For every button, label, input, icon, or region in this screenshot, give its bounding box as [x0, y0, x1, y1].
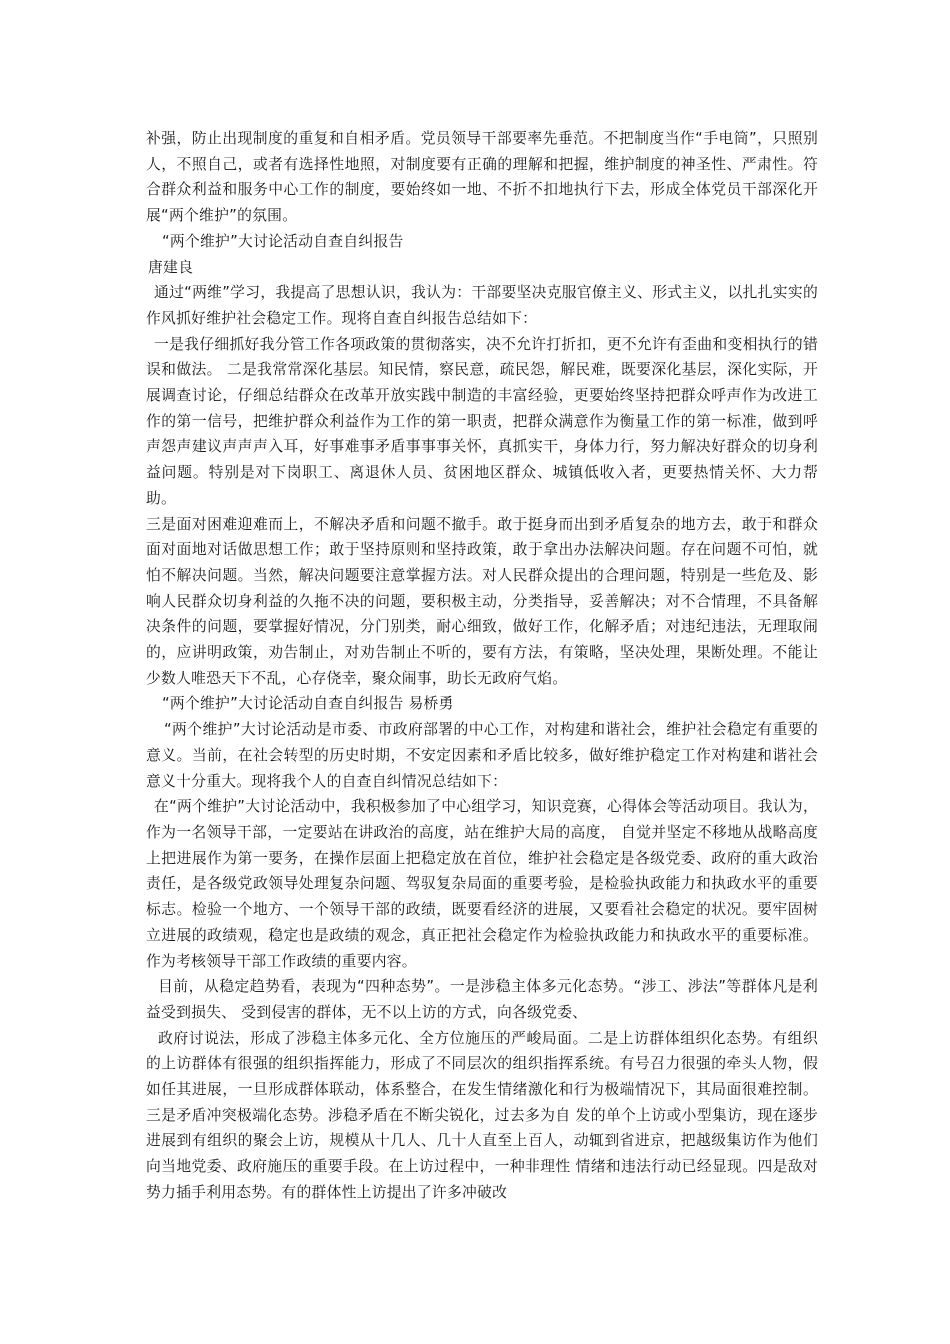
- paragraph-continuation: 补强，防止出现制度的重复和自相矛盾。党员领导干部要率先垂范。不把制度当作“手电筒”，只照别人，不照自己，或者有选择性地照，对制度要有正确的理解和把握，维护制度的神圣性、严肃性。符合群众利益和服务中心工作的制度，要始终如一地、不折不扣地执行下去，形成全体党员干部深化开展“两个维护”的氛围。: [146, 130, 818, 225]
- document-body: [146, 126, 818, 1206]
- paragraph-intro-1: 通过“两维”学习，我提高了思想认识，我认为：干部要坚决克服官僚主义、形式主义，以扎扎实实的作风抓好维护社会稳定工作。现将自查自纠报告总结如下：: [146, 284, 818, 327]
- paragraph-points-1-2: 一是我仔细抓好我分管工作各项政策的贯彻落实，决不允许打折扣，更不允许有歪曲和变相执行的错误和做法。 二是我常常深化基层。知民情，察民意，疏民怨，解民难，既要深化基层，深化实际，开展调查讨论，仔细总结群众在改革开放实践中制造的丰富经验，更要始终坚持把群众呼声作为改进工作的第一信号，把维护群众利益作为工作的第一职责，把群众满意作为衡量工作的第一标准，做到呼声怨声建议声声声入耳，好事难事矛盾事事事关怀，真抓实干，身体力行，努力解决好群众的切身利益问题。特别是对下岗职工、离退休人员、贫困地区群众、城镇低收入者，更要热情关怀、大力帮助。: [146, 335, 818, 507]
- report-title-1: “两个维护”大讨论活动自查自纠报告: [162, 232, 404, 250]
- paragraph-participation: 在“两个维护”大讨论活动中，我积极参加了中心组学习，知识竞赛，心得体会等活动项目。我认为，作为一名领导干部，一定要站在讲政治的高度，站在维护大局的高度， 自觉并坚定不移地从战略高度上把进展作为第一要务，在操作层面上把稳定放在首位，维护社会稳定是各级党委、政府的重大政治责任，是各级党政领导处理复杂问题、驾驭复杂局面的重要考验，是检验执政能力和执政水平的重要标志。检验一个地方、一个领导干部的政绩，既要看经济的进展，又要看社会稳定的状况。要牢固树立进展的政绩观，稳定也是政绩的观念，真正把社会稳定作为检验执政能力和执政水平的重要标准。作为考核领导干部工作政绩的重要内容。: [146, 798, 818, 970]
- paragraph-trends: 目前，从稳定趋势看，表现为“四种态势”。一是涉稳主体多元化态势。“涉工、涉法”等群体凡是利益受到损失、 受到侵害的群体，无不以上访的方式，向各级党委、: [146, 978, 818, 1021]
- paragraph-trends-continued: 政府讨说法，形成了涉稳主体多元化、全方位施压的严峻局面。二是上访群体组织化态势。有组织的上访群体有很强的组织指挥能力，形成了不同层次的组织指挥系统。有号召力很强的牵头人物，假如任其进展，一旦形成群体联动，体系整合，在发生情绪激化和行为极端情况下，其局面很难控制。三是矛盾冲突极端化态势。涉稳矛盾在不断尖锐化，过去多为自 发的单个上访或小型集访，现在逐步进展到有组织的聚会上访，规模从十几人、几十人直至上百人，动辄到省进京，把越级集访作为他们向当地党委、政府施压的重要手段。在上访过程中，一种非理性 情绪和违法行动已经显现。四是敌对势力插手利用态势。有的群体性上访提出了许多冲破改: [146, 1029, 818, 1201]
- paragraph-intro-2: “两个维护”大讨论活动是市委、市政府部署的中心工作，对构建和谐社会，维护社会稳定有重要的意义。当前，在社会转型的历史时期，不安定因素和矛盾比较多，做好维护稳定工作对构建和谐社会意义十分重大。现将我个人的自查自纠情况总结如下：: [146, 721, 818, 790]
- paragraph-point-3: 三是面对困难迎难而上，不解决矛盾和问题不撤手。敢于挺身而出到矛盾复杂的地方去，敢于和群众面对面地对话做思想工作；敢于坚持原则和坚持政策，敢于拿出办法解决问题。存在问题不可怕，就怕不解决问题。当然，解决问题要注意掌握方法。对人民群众提出的合理问题，特别是一些危及、影响人民群众切身利益的久拖不决的问题，要积极主动，分类指导，妥善解决；对不合情理，不具备解决条件的问题，要掌握好情况，分门别类，耐心细致，做好工作，化解矛盾；对违纪违法，无理取闹的，应讲明政策，劝告制止，对劝告制止不听的，要有方法，有策略，坚决处理，果断处理。不能让少数人唯恐天下不乱，心存侥幸，聚众闹事，助长无政府气焰。: [146, 515, 818, 687]
- report-title-2: “两个维护”大讨论活动自查自纠报告 易桥勇: [162, 695, 454, 713]
- report-author-1: 唐建良: [148, 258, 194, 276]
